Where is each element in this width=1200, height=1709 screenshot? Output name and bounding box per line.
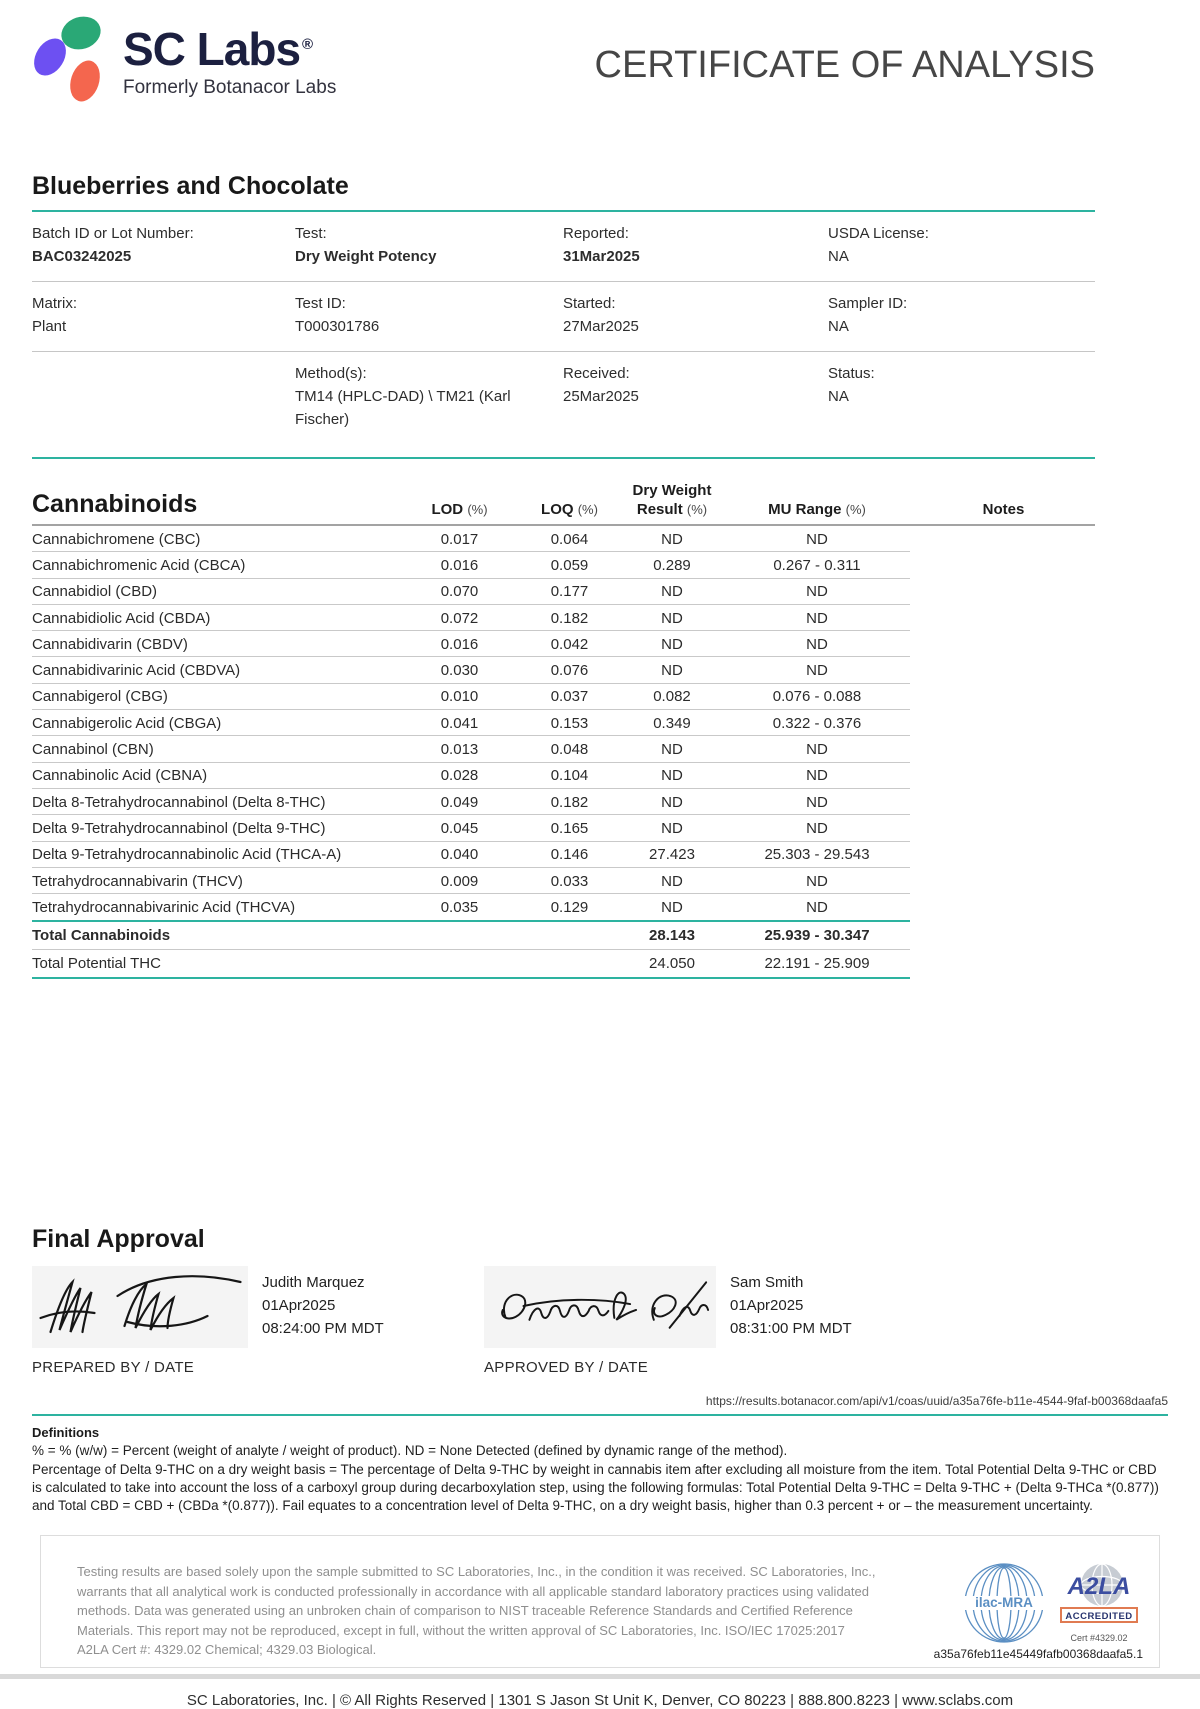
column-label: LOD: [431, 501, 464, 518]
result-value: ND: [661, 609, 683, 627]
loq-value: 0.048: [550, 741, 589, 759]
registered-mark: ®: [302, 35, 313, 53]
mu-range-value: 0.267 - 0.311: [773, 556, 861, 574]
total-label: Total Potential THC: [32, 955, 161, 973]
column-group-label: Dry Weight: [632, 482, 712, 499]
field-value: BAC03242025: [32, 248, 132, 265]
table-row: [32, 579, 1095, 605]
document-title: CERTIFICATE OF ANALYSIS: [594, 44, 1095, 86]
final-approval-heading: Final Approval: [32, 1225, 205, 1254]
table-row: [32, 657, 1095, 683]
total-cannabinoids-row: [32, 922, 1095, 949]
brand-text: [123, 14, 336, 106]
definitions-heading: Definitions: [32, 1425, 100, 1441]
mu-range-value: ND: [806, 872, 828, 890]
field-label: Received:: [563, 365, 630, 382]
table-row: [32, 605, 1095, 631]
field-label: Reported:: [563, 225, 629, 242]
sampler-id-field: [828, 292, 1095, 338]
ilac-mra-logo-icon: [963, 1562, 1045, 1644]
table-row: [32, 526, 1095, 552]
result-value: ND: [661, 741, 683, 759]
prepared-by-block: [32, 1266, 484, 1376]
mu-range-value: ND: [806, 635, 828, 653]
field-label: Test ID:: [295, 295, 346, 312]
mu-range-value: ND: [806, 583, 828, 601]
prepared-signature-icon: [32, 1266, 248, 1348]
lod-value: 0.030: [440, 662, 479, 680]
percent-unit: (%): [686, 502, 708, 517]
total-potential-thc-row: [32, 950, 1095, 977]
definitions-line1: % = % (w/w) = Percent (weight of analyte / weight of product). ND = None Detected (defined by dynamic range of the method).: [32, 1443, 788, 1459]
test-field: [295, 222, 563, 268]
mu-range-value: 0.322 - 0.376: [772, 714, 862, 732]
approved-by-caption: APPROVED BY / DATE: [484, 1359, 649, 1377]
approved-by-block: [484, 1266, 936, 1376]
signature-area: [32, 1266, 1168, 1376]
column-label: MU Range: [768, 501, 842, 518]
mu-range-value: ND: [806, 662, 828, 680]
field-value: NA: [828, 318, 849, 335]
table-title-cell: [32, 490, 402, 519]
approved-signature: [484, 1266, 716, 1348]
field-value: T000301786: [295, 318, 380, 335]
percent-unit: (%): [577, 502, 598, 517]
mu-range-value: ND: [806, 898, 828, 916]
table-row: [32, 552, 1095, 578]
accredited-label: ACCREDITED: [1065, 1611, 1133, 1623]
analyte-name: Tetrahydrocannabivarin (THCV): [32, 872, 243, 890]
started-field: [563, 292, 828, 338]
result-value: ND: [661, 530, 683, 548]
column-header-loq: [517, 500, 622, 519]
result-value: ND: [661, 898, 683, 916]
percent-unit: (%): [467, 502, 488, 517]
table-title: Cannabinoids: [32, 490, 198, 518]
lod-value: 0.017: [440, 530, 479, 548]
a2la-block: [1055, 1562, 1143, 1643]
analyte-name: Delta 9-Tetrahydrocannabinolic Acid (THCA-A): [32, 846, 342, 864]
field-label: Sampler ID:: [828, 295, 908, 312]
lod-value: 0.028: [440, 767, 479, 785]
table-row: [32, 763, 1095, 789]
table-row: [32, 868, 1095, 894]
analyte-name: Cannabichromene (CBC): [32, 530, 201, 548]
prepared-date: 01Apr2025: [262, 1297, 336, 1315]
field-label: Method(s):: [295, 365, 367, 382]
loq-value: 0.104: [550, 767, 589, 785]
lod-value: 0.041: [440, 714, 479, 732]
table-row: [32, 815, 1095, 841]
received-field: [563, 362, 828, 431]
teal-rule: [32, 457, 1095, 459]
field-label: Batch ID or Lot Number:: [32, 225, 194, 242]
total-result-value: 24.050: [649, 955, 695, 973]
loq-value: 0.076: [550, 662, 589, 680]
result-value: 0.349: [653, 714, 691, 732]
lod-value: 0.049: [440, 793, 479, 811]
analyte-name: Cannabigerol (CBG): [32, 688, 168, 706]
approved-signature-icon: [484, 1266, 716, 1348]
reported-field: [563, 222, 828, 268]
mu-range-value: 0.076 - 0.088: [772, 688, 862, 706]
total-result-value: 28.143: [649, 927, 695, 945]
disclaimer-box: [40, 1535, 1160, 1668]
matrix-field: [32, 292, 295, 338]
sample-info-section: [32, 172, 1168, 459]
lod-value: 0.035: [440, 898, 479, 916]
loq-value: 0.059: [550, 556, 589, 574]
analyte-name: Cannabigerolic Acid (CBGA): [32, 714, 222, 732]
loq-value: 0.165: [550, 819, 589, 837]
column-label: Result: [636, 501, 683, 518]
coa-url-link[interactable]: https://results.botanacor.com/api/v1/coas/uuid/a35a76fe-b11e-4544-9faf-b00368daafa5: [705, 1394, 1168, 1409]
field-label: Test:: [295, 225, 327, 242]
table-row: [32, 736, 1095, 762]
analyte-name: Cannabidiol (CBD): [32, 583, 158, 601]
accreditation-block: [891, 1562, 1143, 1661]
mu-range-value: ND: [806, 741, 828, 759]
result-value: ND: [661, 583, 683, 601]
total-label: Total Cannabinoids: [32, 927, 171, 945]
result-value: ND: [661, 662, 683, 680]
analyte-name: Cannabidivarin (CBDV): [32, 635, 188, 653]
result-value: ND: [661, 767, 683, 785]
field-value: TM14 (HPLC-DAD) \ TM21 (Karl Fischer): [295, 388, 511, 428]
result-value: 27.423: [649, 846, 695, 864]
footer-divider: [0, 1674, 1200, 1679]
percent-unit: (%): [845, 502, 866, 517]
analyte-name: Cannabidivarinic Acid (CBDVA): [32, 662, 241, 680]
table-row: [32, 631, 1095, 657]
field-value: Dry Weight Potency: [295, 248, 437, 265]
mu-range-value: ND: [806, 819, 828, 837]
sc-labs-logo-icon: [33, 14, 105, 106]
brand-name: [123, 24, 336, 75]
approved-date: 01Apr2025: [730, 1297, 804, 1315]
lod-value: 0.045: [440, 819, 479, 837]
approved-time: 08:31:00 PM MDT: [730, 1320, 852, 1338]
definitions-section: [32, 1425, 1168, 1515]
report-hash: a35a76feb11e45449fafb00368daafa5.1: [933, 1647, 1143, 1662]
result-value: ND: [661, 819, 683, 837]
loq-value: 0.182: [550, 609, 589, 627]
batch-field: [32, 222, 295, 268]
a2la-label: A2LA: [1067, 1573, 1131, 1601]
table-row: [32, 710, 1095, 736]
cannabinoids-table: [32, 467, 1095, 979]
field-value: NA: [828, 248, 849, 265]
a2la-accredited-logo-icon: [1055, 1562, 1143, 1626]
lod-value: 0.010: [440, 688, 479, 706]
table-header-row: [32, 467, 1095, 526]
prepared-by-caption: PREPARED BY / DATE: [32, 1359, 195, 1377]
field-value: Plant: [32, 318, 67, 335]
total-mu-range-value: 25.939 - 30.347: [764, 927, 870, 945]
mu-range-value: ND: [806, 530, 828, 548]
result-value: 0.082: [653, 688, 691, 706]
analyte-name: Delta 9-Tetrahydrocannabinol (Delta 9-THC): [32, 819, 326, 837]
column-header-notes: [912, 500, 1095, 519]
mu-range-value: ND: [806, 793, 828, 811]
field-value: 31Mar2025: [563, 248, 640, 265]
prepared-meta: [262, 1266, 384, 1348]
result-value: ND: [661, 872, 683, 890]
loq-value: 0.033: [550, 872, 589, 890]
field-value: 27Mar2025: [563, 318, 639, 335]
info-row: [32, 282, 1095, 352]
lod-value: 0.016: [440, 556, 479, 574]
table-row: [32, 842, 1095, 868]
ilac-mra-label: ilac-MRA: [975, 1595, 1033, 1611]
field-label: Started:: [563, 295, 616, 312]
prepared-signature: [32, 1266, 248, 1348]
lod-value: 0.016: [440, 635, 479, 653]
table-row: [32, 894, 1095, 920]
lod-value: 0.070: [440, 583, 479, 601]
loq-value: 0.037: [550, 688, 589, 706]
column-header-result: [622, 481, 722, 519]
teal-rule: [32, 977, 910, 979]
methods-field: [295, 362, 563, 431]
mu-range-value: ND: [806, 609, 828, 627]
coa-url-row: [32, 1394, 1168, 1408]
sc-labs-brand: [33, 14, 336, 106]
analyte-name: Cannabichromenic Acid (CBCA): [32, 556, 246, 574]
column-label: Notes: [982, 501, 1025, 518]
brand-name-text: SC Labs: [123, 23, 301, 75]
analyte-name: Cannabidiolic Acid (CBDA): [32, 609, 211, 627]
result-value: 0.289: [653, 556, 691, 574]
loq-value: 0.146: [550, 846, 589, 864]
total-mu-range-value: 22.191 - 25.909: [764, 955, 870, 973]
column-label: LOQ: [541, 501, 574, 518]
loq-value: 0.153: [550, 714, 589, 732]
table-row: [32, 684, 1095, 710]
lod-value: 0.009: [440, 872, 479, 890]
loq-value: 0.064: [550, 530, 589, 548]
signature-row: [484, 1266, 936, 1348]
column-header-lod: [402, 500, 517, 519]
field-value: 25Mar2025: [563, 388, 639, 405]
result-value: ND: [661, 635, 683, 653]
final-approval-section: [32, 1225, 1168, 1376]
info-row: [32, 352, 1095, 457]
field-label: USDA License:: [828, 225, 929, 242]
teal-rule: [32, 1414, 1168, 1416]
lod-value: 0.072: [440, 609, 479, 627]
cert-number: Cert #4329.02: [1070, 1633, 1128, 1644]
spacer-cell: [32, 362, 295, 431]
sample-name: Blueberries and Chocolate: [32, 172, 349, 200]
prepared-time: 08:24:00 PM MDT: [262, 1320, 384, 1338]
table-row: [32, 789, 1095, 815]
page-footer: SC Laboratories, Inc. | © All Rights Reserved | 1301 S Jason St Unit K, Denver, CO 80223 | 888.800.8223 | www.sclabs.com: [186, 1692, 1014, 1709]
loq-value: 0.177: [550, 583, 589, 601]
loq-value: 0.042: [550, 635, 589, 653]
analyte-name: Tetrahydrocannabivarinic Acid (THCVA): [32, 898, 296, 916]
loq-value: 0.129: [550, 898, 589, 916]
mu-range-value: ND: [806, 767, 828, 785]
disclaimer-text: Testing results are based solely upon the sample submitted to SC Laboratories, Inc., in the condition it was received. SC Laboratories, Inc., warrants that all analytical work is conducted professionally in accordance with all applicable standard laboratory practices using validated methods. Data was generated using an unbroken chain of comparison to NIST traceable Reference Standards and Certified Reference Materials. This report may not be reproduced, except in full, without the written approval of SC Laboratories, Inc. ISO/IEC 17025:2017 A2LA Cert #: 4329.02 Chemical; 4329.03 Biological.: [77, 1564, 876, 1658]
result-value: ND: [661, 793, 683, 811]
column-header-mu-range: [722, 500, 912, 519]
field-label: Matrix:: [32, 295, 77, 312]
accreditation-logos: [963, 1562, 1143, 1644]
analyte-name: Delta 8-Tetrahydrocannabinol (Delta 8-THC): [32, 793, 326, 811]
approver-name: Sam Smith: [730, 1274, 804, 1292]
loq-value: 0.182: [550, 793, 589, 811]
lod-value: 0.040: [440, 846, 479, 864]
definitions-body: Percentage of Delta 9-THC on a dry weight basis = The percentage of Delta 9-THC by weight in cannabis item after excluding all moisture from the item. Total Potential Delta 9-THC or CBD is calculated to take into account the loss of a carboxyl group during decarboxylation step, using the following formulas: Total Potential Delta 9-THC = Delta 9-THC + (Delta 9-THCa *(0.877)) and Total CBD = CBD + (CBDa *(0.877)). Fail equates to a concentration level of Delta 9-THC, on a dry weight basis, higher than 0.3 percent + or – the measurement uncertainty.: [32, 1462, 1159, 1514]
approved-meta: [730, 1266, 852, 1348]
usda-license-field: [828, 222, 1095, 268]
signature-row: [32, 1266, 484, 1348]
analyte-name: Cannabinol (CBN): [32, 741, 154, 759]
field-label: Status:: [828, 365, 875, 382]
header: [0, 0, 1200, 106]
preparer-name: Judith Marquez: [262, 1274, 365, 1292]
analyte-name: Cannabinolic Acid (CBNA): [32, 767, 208, 785]
test-id-field: [295, 292, 563, 338]
info-row: [32, 212, 1095, 282]
brand-tagline: Formerly Botanacor Labs: [123, 76, 337, 98]
lod-value: 0.013: [440, 741, 479, 759]
status-field: [828, 362, 1095, 431]
mu-range-value: 25.303 - 29.543: [764, 846, 870, 864]
field-value: NA: [828, 388, 849, 405]
